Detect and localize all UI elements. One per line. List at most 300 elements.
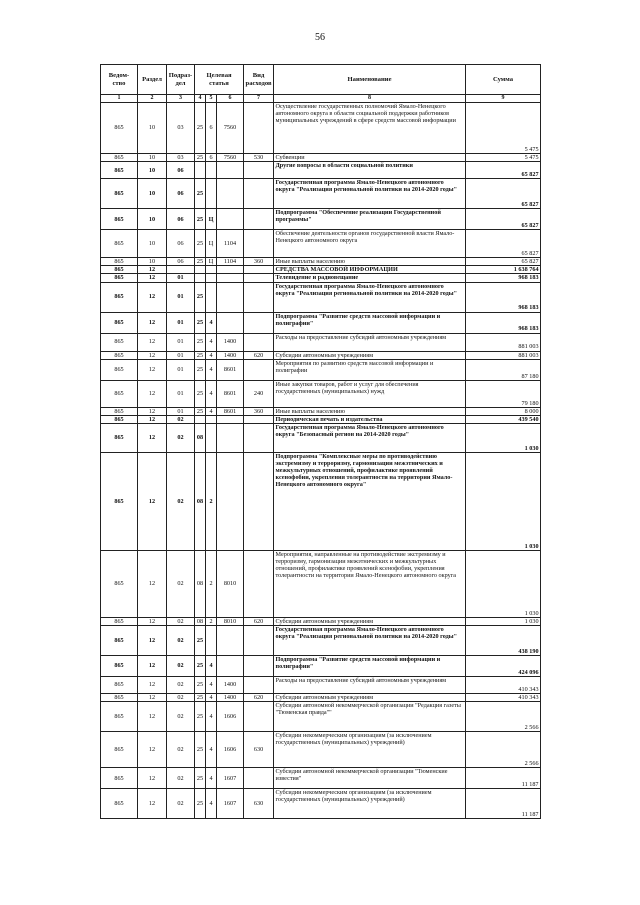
razdel-cell: 12 [138, 702, 167, 732]
name-cell: Субвенции [274, 154, 466, 162]
table-row [101, 423, 541, 452]
column-number-cell: 1 [101, 95, 138, 103]
program-cell: 25 [195, 230, 206, 258]
razdel-cell: 12 [138, 768, 167, 789]
name-cell: Государственная программа Ямало-Ненецкого автономного округа "Безопасный регион на 2014-2020 годы" [274, 423, 466, 452]
sum-cell: 2 566 [466, 732, 541, 768]
vedomstvo-cell: 865 [101, 626, 138, 656]
razdel-cell: 10 [138, 179, 167, 209]
header-razdel: Раздел [138, 65, 167, 95]
podrazdel-cell: 01 [167, 359, 195, 380]
table-row [101, 154, 541, 162]
article-cell: 1607 [217, 789, 244, 819]
podrazdel-cell: 02 [167, 768, 195, 789]
sum-cell: 87 180 [466, 359, 541, 380]
subprogram-cell: 4 [206, 312, 217, 333]
header-celevaya-statya: Целевая статья [195, 65, 244, 95]
sum-cell: 438 190 [466, 626, 541, 656]
sum-cell: 11 187 [466, 768, 541, 789]
article-cell: 8010 [217, 550, 244, 617]
vedomstvo-cell: 865 [101, 209, 138, 230]
table-row [101, 407, 541, 415]
program-cell: 08 [195, 617, 206, 625]
header-podrazdel: Подраз-дел [167, 65, 195, 95]
table-row [101, 732, 541, 768]
razdel-cell: 10 [138, 230, 167, 258]
podrazdel-cell: 06 [167, 179, 195, 209]
subprogram-cell [206, 179, 217, 209]
subprogram-cell: 4 [206, 702, 217, 732]
table-row [101, 656, 541, 677]
subprogram-cell: 6 [206, 154, 217, 162]
article-cell: 7560 [217, 103, 244, 154]
sum-cell: 410 343 [466, 694, 541, 702]
program-cell: 25 [195, 694, 206, 702]
vedomstvo-cell: 865 [101, 694, 138, 702]
sum-cell: 65 827 [466, 179, 541, 209]
podrazdel-cell: 01 [167, 407, 195, 415]
expense-type-cell [244, 162, 274, 179]
table-row [101, 266, 541, 274]
expense-type-cell [244, 452, 274, 550]
razdel-cell: 12 [138, 333, 167, 351]
article-cell [217, 179, 244, 209]
podrazdel-cell: 02 [167, 617, 195, 625]
name-cell: Субсидии автономной некоммерческой организации "Редакция газеты "Тюменская правда"" [274, 702, 466, 732]
article-cell [217, 274, 244, 282]
sum-cell: 65 827 [466, 209, 541, 230]
subprogram-cell: Ц [206, 230, 217, 258]
vedomstvo-cell: 865 [101, 103, 138, 154]
sum-cell: 79 180 [466, 380, 541, 407]
subprogram-cell: 6 [206, 103, 217, 154]
name-cell: Обеспечение деятельности органов государственной власти Ямало-Ненецкого автономного округа [274, 230, 466, 258]
vedomstvo-cell: 865 [101, 333, 138, 351]
table-row [101, 282, 541, 312]
name-cell: Государственная программа Ямало-Ненецкого автономного округа "Реализация региональной политики на 2014-2020 годы" [274, 626, 466, 656]
razdel-cell: 12 [138, 312, 167, 333]
article-cell [217, 656, 244, 677]
sum-cell: 2 566 [466, 702, 541, 732]
sum-cell: 1 030 [466, 452, 541, 550]
podrazdel-cell: 03 [167, 154, 195, 162]
name-cell: Подпрограмма "Обеспечение реализации Государственной программы" [274, 209, 466, 230]
name-cell: Другие вопросы в области социальной политики [274, 162, 466, 179]
sum-cell: 881 003 [466, 333, 541, 351]
table-row [101, 359, 541, 380]
article-cell: 8601 [217, 359, 244, 380]
name-cell: Субсидии автономным учреждениям [274, 351, 466, 359]
program-cell [195, 162, 206, 179]
sum-cell: 11 187 [466, 789, 541, 819]
subprogram-cell: 2 [206, 452, 217, 550]
expense-type-cell [244, 266, 274, 274]
podrazdel-cell: 02 [167, 415, 195, 423]
name-cell: Расходы на предоставление субсидий автономным учреждениям [274, 333, 466, 351]
table-row [101, 312, 541, 333]
vedomstvo-cell: 865 [101, 423, 138, 452]
vedomstvo-cell: 865 [101, 274, 138, 282]
article-cell [217, 423, 244, 452]
razdel-cell: 12 [138, 282, 167, 312]
table-row [101, 789, 541, 819]
expense-type-cell: 620 [244, 617, 274, 625]
vedomstvo-cell: 865 [101, 617, 138, 625]
program-cell: 25 [195, 312, 206, 333]
vedomstvo-cell: 865 [101, 656, 138, 677]
column-number-cell: 6 [217, 95, 244, 103]
sum-cell: 65 827 [466, 162, 541, 179]
expense-type-cell [244, 103, 274, 154]
program-cell: 25 [195, 333, 206, 351]
podrazdel-cell: 02 [167, 626, 195, 656]
name-cell: Расходы на предоставление субсидий автономным учреждениям [274, 677, 466, 694]
razdel-cell: 10 [138, 162, 167, 179]
razdel-cell: 12 [138, 452, 167, 550]
razdel-cell: 12 [138, 617, 167, 625]
expense-type-cell: 240 [244, 380, 274, 407]
name-cell: Иные выплаты населению [274, 258, 466, 266]
razdel-cell: 10 [138, 103, 167, 154]
subprogram-cell [206, 274, 217, 282]
program-cell: 08 [195, 452, 206, 550]
subprogram-cell: 4 [206, 789, 217, 819]
expense-type-cell [244, 656, 274, 677]
column-number-cell: 7 [244, 95, 274, 103]
vedomstvo-cell: 865 [101, 550, 138, 617]
expense-type-cell [244, 333, 274, 351]
podrazdel-cell: 06 [167, 162, 195, 179]
table-row [101, 351, 541, 359]
podrazdel-cell: 01 [167, 274, 195, 282]
program-cell [195, 266, 206, 274]
subprogram-cell: 4 [206, 677, 217, 694]
article-cell: 1607 [217, 768, 244, 789]
program-cell: 25 [195, 407, 206, 415]
expense-type-cell [244, 230, 274, 258]
subprogram-cell: Ц [206, 209, 217, 230]
podrazdel-cell: 01 [167, 351, 195, 359]
program-cell: 08 [195, 423, 206, 452]
expense-type-cell [244, 209, 274, 230]
program-cell: 25 [195, 209, 206, 230]
podrazdel-cell: 01 [167, 282, 195, 312]
razdel-cell: 10 [138, 209, 167, 230]
article-cell: 1400 [217, 333, 244, 351]
table-row [101, 380, 541, 407]
expense-type-cell [244, 179, 274, 209]
expense-type-cell [244, 550, 274, 617]
table-row [101, 694, 541, 702]
expense-type-cell [244, 415, 274, 423]
name-cell: СРЕДСТВА МАССОВОЙ ИНФОРМАЦИИ [274, 266, 466, 274]
name-cell: Государственная программа Ямало-Ненецкого автономного округа "Реализация региональной политики на 2014-2020 годы" [274, 179, 466, 209]
header-summa: Сумма [466, 65, 541, 95]
name-cell: Телевидение и радиовещание [274, 274, 466, 282]
program-cell: 25 [195, 154, 206, 162]
article-cell: 1400 [217, 677, 244, 694]
table-row [101, 415, 541, 423]
sum-cell: 65 827 [466, 230, 541, 258]
column-number-cell: 8 [274, 95, 466, 103]
razdel-cell: 12 [138, 626, 167, 656]
vedomstvo-cell: 865 [101, 732, 138, 768]
name-cell: Субсидии автономной некоммерческой организации "Тюменские известия" [274, 768, 466, 789]
table-row [101, 677, 541, 694]
table-row [101, 702, 541, 732]
expense-type-cell: 630 [244, 789, 274, 819]
article-cell [217, 452, 244, 550]
name-cell: Субсидии некоммерческим организациям (за исключением государственных (муниципальных) учреждений) [274, 732, 466, 768]
razdel-cell: 12 [138, 380, 167, 407]
razdel-cell: 12 [138, 694, 167, 702]
expense-type-cell [244, 677, 274, 694]
expense-type-cell: 360 [244, 258, 274, 266]
program-cell: 25 [195, 359, 206, 380]
vedomstvo-cell: 865 [101, 407, 138, 415]
subprogram-cell [206, 282, 217, 312]
podrazdel-cell [167, 266, 195, 274]
article-cell: 1400 [217, 694, 244, 702]
razdel-cell: 10 [138, 154, 167, 162]
razdel-cell: 12 [138, 550, 167, 617]
vedomstvo-cell: 865 [101, 162, 138, 179]
razdel-cell: 12 [138, 677, 167, 694]
razdel-cell: 12 [138, 274, 167, 282]
sum-cell: 439 540 [466, 415, 541, 423]
podrazdel-cell: 02 [167, 702, 195, 732]
program-cell [195, 415, 206, 423]
subprogram-cell [206, 415, 217, 423]
header-vid-raskhodov: Вид расходов [244, 65, 274, 95]
vedomstvo-cell: 865 [101, 452, 138, 550]
expense-type-cell [244, 282, 274, 312]
table-row [101, 258, 541, 266]
sum-cell: 410 343 [466, 677, 541, 694]
column-number-row [101, 95, 541, 103]
name-cell: Осуществление государственных полномочий Ямало-Ненецкого автономного округа в области социальной поддержки работников муниципальных учреждений в сфере средств массовой информации [274, 103, 466, 154]
table-row [101, 103, 541, 154]
subprogram-cell: Ц [206, 258, 217, 266]
page-number: 56 [315, 32, 325, 43]
table-row [101, 768, 541, 789]
expense-type-cell [244, 702, 274, 732]
article-cell: 7560 [217, 154, 244, 162]
sum-cell: 1 638 764 [466, 266, 541, 274]
sum-cell: 1 030 [466, 423, 541, 452]
expense-type-cell [244, 768, 274, 789]
expense-type-cell: 620 [244, 694, 274, 702]
vedomstvo-cell: 865 [101, 258, 138, 266]
article-cell [217, 626, 244, 656]
program-cell: 25 [195, 103, 206, 154]
article-cell: 8010 [217, 617, 244, 625]
sum-cell: 968 183 [466, 312, 541, 333]
program-cell: 25 [195, 677, 206, 694]
program-cell: 25 [195, 702, 206, 732]
header-vedomstvo: Ведом-ство [101, 65, 138, 95]
name-cell: Субсидии некоммерческим организациям (за исключением государственных (муниципальных) учреждений) [274, 789, 466, 819]
article-cell [217, 415, 244, 423]
expense-type-cell: 620 [244, 351, 274, 359]
podrazdel-cell: 01 [167, 333, 195, 351]
table-row [101, 274, 541, 282]
table-row [101, 230, 541, 258]
vedomstvo-cell: 865 [101, 768, 138, 789]
podrazdel-cell: 02 [167, 452, 195, 550]
podrazdel-cell: 02 [167, 677, 195, 694]
program-cell: 25 [195, 732, 206, 768]
table-row [101, 452, 541, 550]
article-cell: 1606 [217, 732, 244, 768]
subprogram-cell: 4 [206, 359, 217, 380]
table-body [101, 103, 541, 819]
name-cell: Периодическая печать и издательства [274, 415, 466, 423]
podrazdel-cell: 03 [167, 103, 195, 154]
vedomstvo-cell: 865 [101, 415, 138, 423]
program-cell [195, 274, 206, 282]
subprogram-cell: 4 [206, 768, 217, 789]
article-cell [217, 209, 244, 230]
razdel-cell: 12 [138, 351, 167, 359]
program-cell: 25 [195, 282, 206, 312]
podrazdel-cell: 02 [167, 732, 195, 768]
vedomstvo-cell: 865 [101, 677, 138, 694]
name-cell: Субсидии автономным учреждениям [274, 694, 466, 702]
subprogram-cell: 4 [206, 333, 217, 351]
vedomstvo-cell: 865 [101, 702, 138, 732]
sum-cell: 1 030 [466, 617, 541, 625]
program-cell: 08 [195, 550, 206, 617]
vedomstvo-cell: 865 [101, 312, 138, 333]
podrazdel-cell: 06 [167, 209, 195, 230]
article-cell: 1400 [217, 351, 244, 359]
sum-cell: 8 000 [466, 407, 541, 415]
expense-type-cell: 360 [244, 407, 274, 415]
subprogram-cell: 2 [206, 550, 217, 617]
sum-cell: 968 183 [466, 274, 541, 282]
expense-type-cell [244, 626, 274, 656]
article-cell: 1104 [217, 230, 244, 258]
vedomstvo-cell: 865 [101, 266, 138, 274]
header-naimenovanie: Наименование [274, 65, 466, 95]
column-number-cell: 3 [167, 95, 195, 103]
sum-cell: 5 475 [466, 103, 541, 154]
name-cell: Государственная программа Ямало-Ненецкого автономного округа "Реализация региональной политики на 2014-2020 годы" [274, 282, 466, 312]
subprogram-cell: 4 [206, 732, 217, 768]
table-row [101, 617, 541, 625]
name-cell: Подпрограмма "Развитие средств массовой информации и полиграфии" [274, 312, 466, 333]
sum-cell: 5 475 [466, 154, 541, 162]
subprogram-cell [206, 423, 217, 452]
subprogram-cell [206, 162, 217, 179]
subprogram-cell: 4 [206, 380, 217, 407]
program-cell: 25 [195, 258, 206, 266]
subprogram-cell [206, 266, 217, 274]
podrazdel-cell: 02 [167, 550, 195, 617]
program-cell: 25 [195, 179, 206, 209]
razdel-cell: 12 [138, 732, 167, 768]
podrazdel-cell: 02 [167, 656, 195, 677]
expense-type-cell: 530 [244, 154, 274, 162]
vedomstvo-cell: 865 [101, 179, 138, 209]
expense-type-cell [244, 274, 274, 282]
vedomstvo-cell: 865 [101, 282, 138, 312]
article-cell [217, 312, 244, 333]
vedomstvo-cell: 865 [101, 789, 138, 819]
subprogram-cell [206, 626, 217, 656]
program-cell: 25 [195, 380, 206, 407]
sum-cell: 1 030 [466, 550, 541, 617]
article-cell [217, 282, 244, 312]
budget-table [100, 64, 541, 819]
article-cell: 8601 [217, 407, 244, 415]
column-number-cell: 5 [206, 95, 217, 103]
column-number-cell: 4 [195, 95, 206, 103]
table-row [101, 162, 541, 179]
razdel-cell: 12 [138, 789, 167, 819]
name-cell: Мероприятия, направленные на противодействие экстремизму и терроризму, гармонизации межэтнических и межкультурных отношений, профилактике проявлений ксенофобии, укрепления толерантности на территории Ямало-Ненецкого автономного округа [274, 550, 466, 617]
name-cell: Иные выплаты населению [274, 407, 466, 415]
razdel-cell: 12 [138, 359, 167, 380]
podrazdel-cell: 02 [167, 423, 195, 452]
subprogram-cell: 4 [206, 351, 217, 359]
subprogram-cell: 4 [206, 407, 217, 415]
table-row [101, 333, 541, 351]
name-cell: Подпрограмма "Развитие средств массовой информации и полиграфии" [274, 656, 466, 677]
name-cell: Субсидии автономным учреждениям [274, 617, 466, 625]
expense-type-cell [244, 312, 274, 333]
name-cell: Мероприятия по развитию средств массовой информации и полиграфии [274, 359, 466, 380]
vedomstvo-cell: 865 [101, 154, 138, 162]
podrazdel-cell: 02 [167, 694, 195, 702]
table-row [101, 209, 541, 230]
vedomstvo-cell: 865 [101, 380, 138, 407]
razdel-cell: 12 [138, 266, 167, 274]
column-number-cell: 9 [466, 95, 541, 103]
razdel-cell: 10 [138, 258, 167, 266]
article-cell [217, 266, 244, 274]
expense-type-cell [244, 423, 274, 452]
table-row [101, 626, 541, 656]
razdel-cell: 12 [138, 415, 167, 423]
sum-cell: 881 003 [466, 351, 541, 359]
table-row [101, 550, 541, 617]
vedomstvo-cell: 865 [101, 359, 138, 380]
podrazdel-cell: 01 [167, 380, 195, 407]
vedomstvo-cell: 865 [101, 351, 138, 359]
subprogram-cell: 2 [206, 617, 217, 625]
article-cell [217, 162, 244, 179]
program-cell: 25 [195, 626, 206, 656]
razdel-cell: 12 [138, 656, 167, 677]
column-number-cell: 2 [138, 95, 167, 103]
razdel-cell: 12 [138, 423, 167, 452]
article-cell: 1606 [217, 702, 244, 732]
subprogram-cell: 4 [206, 694, 217, 702]
program-cell: 25 [195, 351, 206, 359]
podrazdel-cell: 02 [167, 789, 195, 819]
sum-cell: 968 183 [466, 282, 541, 312]
podrazdel-cell: 06 [167, 258, 195, 266]
vedomstvo-cell: 865 [101, 230, 138, 258]
sum-cell: 424 096 [466, 656, 541, 677]
article-cell: 8601 [217, 380, 244, 407]
expense-type-cell [244, 359, 274, 380]
article-cell: 1104 [217, 258, 244, 266]
subprogram-cell: 4 [206, 656, 217, 677]
expense-type-cell: 630 [244, 732, 274, 768]
